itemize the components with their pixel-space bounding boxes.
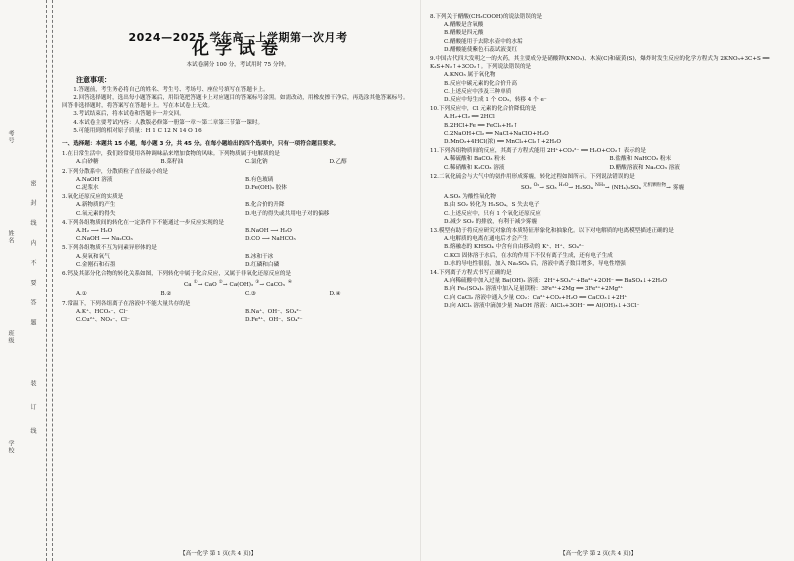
answer-option: D.④ [329,291,341,298]
option-list [430,113,775,146]
answer-option: D.乙醇 [329,159,347,166]
option-list [430,155,775,171]
question-stem: 4.下列各组物质间的转化在一定条件下不能通过一步反应实现的是 [62,219,224,226]
diagram-species: (NH₄)₂SO₄ [611,184,641,191]
notice-heading: 注意事项： [76,75,111,84]
smog-formation-diagram [430,182,775,192]
option-list [62,176,414,192]
question [430,147,775,172]
question [430,269,775,310]
diagram-arrow: $^{H_2O}$→ [558,183,574,191]
diagram-step-number: ② [218,280,223,286]
question [62,168,414,193]
question-stem: 5.下列各组物质不互为同素异形体的是 [62,245,157,252]
answer-option: C.Cu²⁺、NO₃⁻、Cl⁻ [76,316,130,323]
section-heading: 一、选择题：本题共 15 小题，每小题 3 分，共 45 分。在每小题给出的四个选项中，只有一项符合题目要求。 [62,141,340,148]
binding-margin [0,0,58,561]
diagram-species: Ca(OH)₂ [229,282,254,289]
question-stem: 2.下列分散系中，分散质粒子直径最小的是 [62,168,169,175]
diagram-species: H₂SO₄ [575,184,593,191]
question-list-left [62,150,414,324]
answer-option: A.H₂+Cl₂ ══ 2HCl [444,114,495,121]
diagram-species: 雾霾 [672,184,685,191]
answer-option: C.金刚石和石墨 [76,261,116,268]
notice-item: 2.回答选择题时，选出每小题答案后，用铅笔把答题卡上对应题目的答案标号涂黑。如需改动，用橡皮擦干净后，再选涂其他答案标号。回答非选择题时，将答案写在答题卡上。写在本试卷上无效。 [62,95,409,110]
question-stem: 14.下列离子方程式书写正确的是 [430,269,512,276]
answer-option: D.CO ⟶ NaHCO₃ [245,236,296,243]
footer-page-2: 【高一化学 第 2 页(共 4 页)】 [560,551,637,557]
diagram-step-number: ④ [287,280,293,286]
answer-option: D.MnO₂+4HCl(浓) ══ MnCl₂+Cl₂↑+2H₂O [444,139,561,146]
question [430,13,775,54]
page-divider [420,0,421,561]
option-list [62,227,414,243]
question [430,227,775,268]
answer-option: D.电子的得失或共用电子对的偏移 [245,210,330,217]
diagram-note: 无机颗粒物 [642,183,667,189]
answer-option: D.醋酸溶液和 Na₂CO₃ 溶液 [609,164,680,171]
answer-option: A.SO₃ 为酸性氧化物 [444,194,496,201]
question [62,244,414,269]
answer-option: B.由 SO₂ 转化为 H₂SO₄，S 失去电子 [444,202,540,209]
question-stem: 10.下列反应中，Cl 元素的化合价降低的是 [430,106,537,113]
answer-option: C.2NaOH+Cl₂ ══ NaCl+NaClO+H₂O [444,130,549,137]
option-list [62,308,414,324]
option-list [62,253,414,269]
answer-option: C.上述反应中，只有 1 个氧化还原反应 [444,210,541,217]
answer-option: A.NaOH 溶液 [76,176,113,183]
footer-page-1: 【高一化学 第 1 页(共 4 页)】 [180,551,257,557]
answer-option: D.水的导电性很弱，加入 Na₂SO₄ 后，溶液中离子数目增多，导电性增强 [444,260,626,267]
question [62,193,414,218]
answer-option: C.稀硝酸和 K₂CO₃ 溶液 [444,164,505,171]
diagram-arrow: ③→ [255,280,265,289]
question [62,270,414,298]
diagram-arrow: $^{无机颗粒物}$→ [642,183,671,191]
answer-option: A.H₂ ⟶ H₂O [76,228,113,235]
diagram-reagent: H₂O [558,183,569,189]
school-label: 学校 [7,440,14,454]
answer-option: A.KNO₃ 属于氧化物 [444,72,496,79]
option-list [430,21,775,54]
option-list [62,290,414,298]
answer-option: D.红磷和白磷 [245,261,280,268]
answer-option: B.② [160,291,172,298]
question [62,150,414,166]
class-label: 班级 [7,330,14,344]
answer-option: B.盐酸和 NaHCO₃ 粉末 [609,156,672,163]
answer-option: A.白砂糖 [76,159,99,166]
answer-option: C.氯化钠 [245,159,268,166]
answer-option: B.Na⁺、OH⁻、SO₄²⁻ [245,308,302,315]
notice-item: 4.本试卷主要考试内容：人教版必修第一册第一章～第二章第三节第一课时。 [73,119,264,126]
binding-line-outer [46,0,47,561]
question [430,173,775,226]
answer-option: B.向 Fe₂(SO₄)₃ 溶液中加入足量镁粉：3Fe³⁺+2Mg ══ 3Fe²⁺+2Mg²⁺ [444,286,624,293]
notice-item: 5.可能用到的相对原子质量：H 1 C 12 N 14 O 16 [73,127,202,134]
binding-line-inner [52,0,53,561]
diagram-step-number: ① [193,280,198,286]
left-page [62,20,414,324]
option-list [62,201,414,217]
answer-option: B.2HCl+Fe ══ FeCl₂+H₂↑ [444,122,518,129]
answer-option: C.氧元素的得失 [76,210,116,217]
notice-item: 3.考试结束后，将本试卷和答题卡一并交回。 [73,111,185,118]
answer-option: B.化合价的升降 [245,202,285,209]
answer-option: B.醋酸是四元酸 [444,30,484,37]
answer-option: A.电解质的电离在通电后才会产生 [444,236,529,243]
answer-option: A.K⁺、HCO₃⁻、Cl⁻ [76,308,129,315]
question [62,219,414,244]
answer-option: A.臭氧和氧气 [76,253,110,260]
answer-option: B.有色玻璃 [245,176,274,183]
answer-option: C.KCl 固体溶于水后，在水的作用下不仅有离子生成，还有电子生成 [444,252,613,259]
seal-notice: 密 封 线 内 不 要 答 题 [29,180,36,332]
diagram-species: SO₃ [545,184,557,191]
binding-notice: 装 订 线 [29,380,36,442]
question-stem: 6.钙及其部分化合物的转化关系如图，下列转化中属于化合反应，又属于非氧化还原反应的是 [62,271,292,278]
answer-option: B.冰和干冰 [245,253,274,260]
question-stem: 12.二氧化硫会与大气中的氨作用形成雾霾，转化过程如图所示。下列说法错误的是 [430,173,635,180]
diagram-species: Ca [183,282,192,289]
answer-option: D.Fe³⁺、OH⁻、SO₄²⁻ [245,316,303,323]
exam-no-label: 考号 [7,130,14,144]
question [62,300,414,325]
question-stem: 7.常温下，下列各组离子在溶液中不能大量共存的是 [62,300,191,307]
question [430,105,775,146]
option-list [430,235,775,268]
answer-option: C.泥浆水 [76,185,99,192]
question [430,55,775,104]
answer-option: C.上述反应中涉及三种单质 [444,88,512,95]
question-stem: 1.在日常生活中，我们经常使用各种调味品来增加食物的风味。下列物质属于电解质的是 [62,151,280,158]
answer-option: D.Fe(OH)₃ 胶体 [245,185,287,192]
notice-item: 1.答题前，考生务必将自己的姓名、考生号、考场号、座位号填写在答题卡上。 [73,86,269,93]
diagram-species: CaCO₃ [266,282,285,289]
diagram-species: CaO [204,282,217,289]
diagram-arrow: ①→ [193,280,203,289]
answer-option: D.向 AlCl₃ 溶液中滴加少量 NaOH 溶液：AlCl₃+3OH⁻ ══ Al(OH)₃↓+3Cl⁻ [444,302,640,309]
answer-option: B.反应中碳元素的化合价升高 [444,80,518,87]
answer-option: C.③ [245,291,256,298]
answer-option: D.减少 SO₂ 的排放，有利于减少雾霾 [444,218,537,225]
diagram-arrow: ②→ [218,280,228,289]
question-stem: 13.模型有助于将反应研究对象的本质特征形象化和抽象化。以下对电解质的电离模型描述正确的是 [430,227,674,234]
answer-option: D.反应中每生成 1 个 CO₂，转移 4 个 e⁻ [444,97,547,104]
name-label: 姓名 [7,230,14,244]
answer-option: C.向 CaCl₂ 溶液中通入少量 CO₂：Ca²⁺+CO₂+H₂O ══ CaCO₃↓+2H⁺ [444,294,628,301]
question-stem: 3.氧化还原反应的实质是 [62,194,124,201]
answer-option: B.菜籽油 [160,159,184,166]
answer-option: C.NaOH ⟶ Na₂CO₃ [76,236,133,243]
answer-option: A.醋酸是含氧酸 [444,22,484,29]
diagram-step-number: ③ [255,280,260,286]
diagram-species: SO₂ [520,184,532,191]
answer-option: A.新物质的产生 [76,202,116,209]
option-list [62,158,414,166]
option-list [430,71,775,104]
exam-meta: 本试卷满分 100 分，考试用时 75 分钟。 [186,62,290,69]
question-list-right [430,13,775,310]
notice-block [62,76,414,135]
answer-option: A.向稀硫酸中加入过量 Ba(OH)₂ 溶液：2H⁺+SO₄²⁻+Ba²⁺+2OH⁻ ══ BaSO₄↓+2H₂O [444,278,667,285]
answer-option: B.熔融态的 KHSO₄ 中含有自由移动的 K⁺、H⁺、SO₄²⁻ [444,244,585,251]
exam-title: 2024—2025 学年高一上学期第一次月考 [128,31,348,44]
question-stem: 9.中国古代四大发明之一的火药，其主要成分是硝酸钾(KNO₃)、木炭(C)和硫黄(S)，爆炸时发生反应的化学方程式为 2KNO₃+3C+S ══ K₂S+N₂↑+3CO₂↑。下列说法错误的是 [430,56,770,71]
option-list [430,277,775,310]
answer-option: B.NaOH ⟶ H₂O [245,228,292,235]
answer-option: A.稀硫酸和 BaCO₃ 粉末 [444,156,506,163]
diagram-reagent: O₂ [533,183,540,189]
question-stem: 8.下列关于醋酸(CH₃COOH)的说法错误的是 [430,14,543,20]
answer-option: A.① [76,291,87,298]
answer-option: D.醋酸能使紫色石蕊试液变红 [444,46,518,53]
option-list [430,193,775,226]
diagram-arrow: $^{NH_3}$→ [594,183,610,191]
right-page [430,12,775,310]
question-stem: 11.下列各组物质间的反应，其离子方程式能用 2H⁺+CO₃²⁻ ══ H₂O+CO₂↑ 表示的是 [430,148,646,155]
diagram-arrow: $^{O_2}$→ [533,183,544,191]
answer-option: C.醋酸能用于去除水壶中的水垢 [444,38,523,45]
diagram-reagent: NH₃ [594,183,605,189]
subject-title: 化学试卷 [192,39,284,60]
calcium-conversion-diagram [62,279,414,289]
